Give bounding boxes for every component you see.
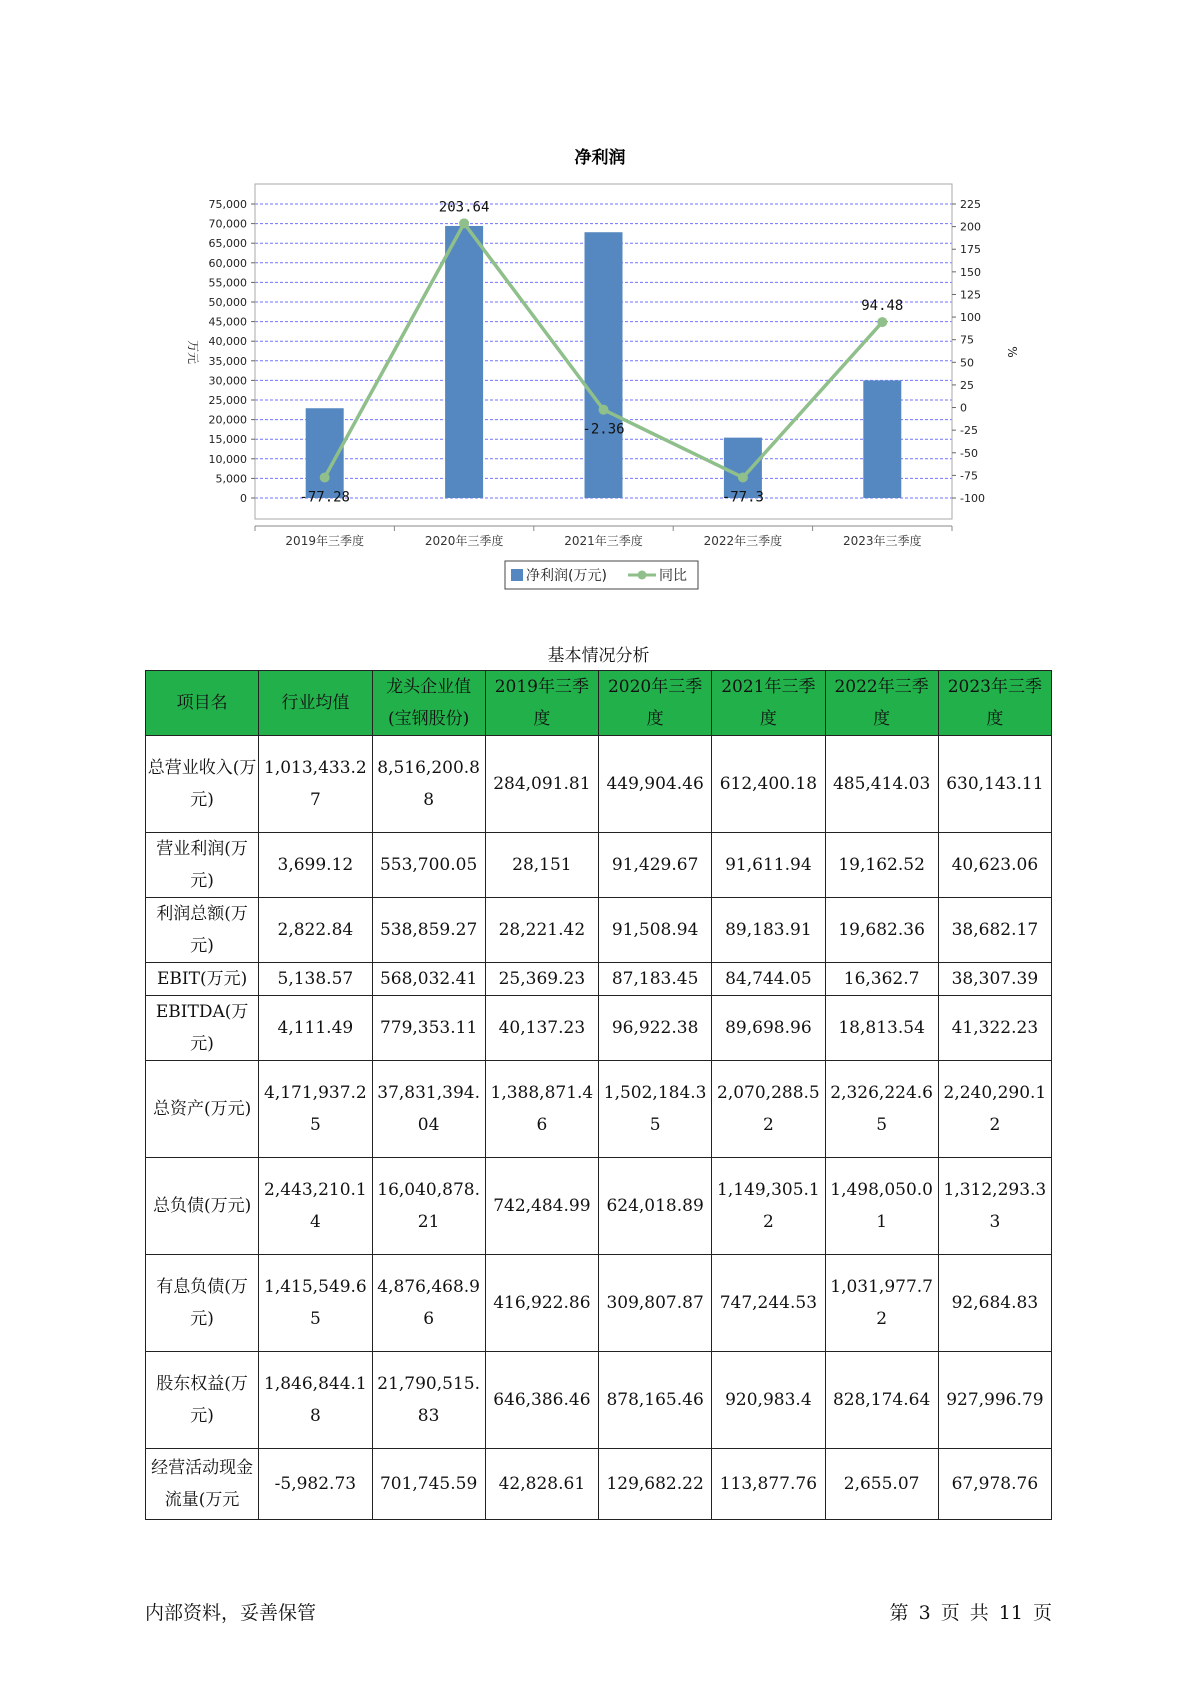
value-cell: 91,508.94 [599,898,712,963]
x-tick-label: 2021年三季度 [564,534,643,548]
y2-tick-label: -75 [960,469,978,483]
value-cell: 742,484.99 [485,1158,598,1255]
net-profit-chart [0,0,1191,640]
value-cell: 1,013,433.27 [259,736,372,833]
footer-page-number: 第 3 页 共 11 页 [889,1602,1052,1624]
column-header: 项目名 [146,671,259,736]
line-point [320,472,330,482]
bar [445,226,483,498]
value-cell: 40,137.23 [485,996,598,1061]
value-cell: 2,240,290.12 [938,1061,1051,1158]
y-tick-label: 25,000 [208,394,247,407]
value-cell: 2,326,224.65 [825,1061,938,1158]
value-cell: 630,143.11 [938,736,1051,833]
value-cell: 84,744.05 [712,963,825,996]
table-header-row [146,671,1052,736]
y-tick-label: 60,000 [208,256,247,270]
value-cell: 89,183.91 [712,898,825,963]
value-cell: 40,623.06 [938,833,1051,898]
row-label-cell: 总营业收入(万元) [146,736,259,833]
y2-tick-label: 125 [960,288,981,302]
row-label-cell: 总负债(万元) [146,1158,259,1255]
table-row [146,736,1052,833]
value-cell: 19,682.36 [825,898,938,963]
row-label-cell: 有息负债(万元) [146,1255,259,1352]
y-tick-label: 5,000 [215,472,247,486]
y-tick-label: 70,000 [208,217,247,231]
value-cell: 25,369.23 [485,963,598,996]
bar [863,380,901,498]
basic-analysis-table [145,670,1052,1520]
value-cell: 747,244.53 [712,1255,825,1352]
value-cell: 129,682.22 [599,1449,712,1520]
column-header: 2023年三季度 [938,671,1051,736]
legend-bar-swatch [511,569,523,581]
value-cell: 67,978.76 [938,1449,1051,1520]
value-cell: 1,502,184.35 [599,1061,712,1158]
value-cell: 92,684.83 [938,1255,1051,1352]
y-tick-label: 10,000 [208,452,247,466]
value-cell: 87,183.45 [599,963,712,996]
y2-tick-label: 75 [960,333,974,347]
value-cell: 568,032.41 [372,963,485,996]
table-row [146,1352,1052,1449]
value-cell: 449,904.46 [599,736,712,833]
y-tick-label: 75,000 [208,198,247,211]
x-tick-label: 2020年三季度 [424,534,504,548]
value-cell: 38,307.39 [938,963,1051,996]
y2-tick-label: -100 [960,492,985,505]
column-header: 2020年三季度 [599,671,712,736]
line-point [738,472,748,482]
y-tick-label: 65,000 [208,237,247,251]
value-cell: 2,822.84 [259,898,372,963]
value-cell: 1,415,549.65 [259,1255,372,1352]
value-cell: 828,174.64 [825,1352,938,1449]
row-label-cell: 利润总额(万元) [146,898,259,963]
value-cell: 18,813.54 [825,996,938,1061]
value-cell: 284,091.81 [485,736,598,833]
table-row [146,1255,1052,1352]
value-cell: 2,070,288.52 [712,1061,825,1158]
value-cell: 1,498,050.01 [825,1158,938,1255]
column-header: 2021年三季度 [712,671,825,736]
value-cell: 701,745.59 [372,1449,485,1520]
value-cell: 4,171,937.25 [259,1061,372,1158]
value-cell: 1,388,871.46 [485,1061,598,1158]
value-cell: 96,922.38 [599,996,712,1061]
legend-item-bar: 净利润(万元) [526,568,607,584]
table-row [146,833,1052,898]
line-data-label: 203.64 [438,199,490,216]
row-label-cell: EBIT(万元) [146,963,259,996]
value-cell: 21,790,515.83 [372,1352,485,1449]
y2-tick-label: 200 [960,220,981,234]
row-label-cell: 总资产(万元) [146,1061,259,1158]
value-cell: 16,362.7 [825,963,938,996]
y2-axis-label: % [1005,346,1019,358]
value-cell: 878,165.46 [599,1352,712,1449]
value-cell: 927,996.79 [938,1352,1051,1449]
row-label-cell: 经营活动现金流量(万元 [146,1449,259,1520]
table-caption: 基本情况分析 [547,646,650,666]
line-data-label: -77.3 [721,489,764,506]
value-cell: -5,982.73 [259,1449,372,1520]
value-cell: 19,162.52 [825,833,938,898]
y-tick-label: 45,000 [208,315,247,329]
value-cell: 1,312,293.33 [938,1158,1051,1255]
value-cell: 91,611.94 [712,833,825,898]
y-tick-label: 20,000 [208,413,247,427]
table-row [146,996,1052,1061]
row-label-cell: 营业利润(万元) [146,833,259,898]
value-cell: 1,149,305.12 [712,1158,825,1255]
value-cell: 4,111.49 [259,996,372,1061]
row-label-cell: 股东权益(万元) [146,1352,259,1449]
y2-tick-label: 50 [960,356,974,370]
value-cell: 91,429.67 [599,833,712,898]
y2-tick-label: 0 [960,401,967,415]
y2-tick-label: 25 [960,378,974,392]
x-tick-label: 2019年三季度 [285,534,364,548]
row-label-cell: EBITDA(万元) [146,996,259,1061]
value-cell: 89,698.96 [712,996,825,1061]
value-cell: 16,040,878.21 [372,1158,485,1255]
value-cell: 28,151 [485,833,598,898]
y-tick-label: 40,000 [208,335,247,349]
value-cell: 1,031,977.72 [825,1255,938,1352]
y2-tick-label: 175 [960,243,981,257]
y2-tick-label: -25 [960,424,978,438]
line-data-label: -2.36 [582,421,625,438]
table-row [146,898,1052,963]
value-cell: 4,876,468.96 [372,1255,485,1352]
value-cell: 3,699.12 [259,833,372,898]
value-cell: 2,655.07 [825,1449,938,1520]
value-cell: 538,859.27 [372,898,485,963]
bar [585,232,623,498]
value-cell: 612,400.18 [712,736,825,833]
table-row [146,963,1052,996]
line-point [459,218,469,228]
value-cell: 41,322.23 [938,996,1051,1061]
value-cell: 485,414.03 [825,736,938,833]
bar-series [306,226,902,498]
y-axis-label: 万元 [186,339,200,365]
line-point [599,405,609,415]
line-data-label: 94.48 [861,298,904,315]
value-cell: 416,922.86 [485,1255,598,1352]
column-header: 龙头企业值(宝钢股份) [372,671,485,736]
value-cell: 5,138.57 [259,963,372,996]
y2-tick-label: 225 [960,198,981,211]
value-cell: 920,983.4 [712,1352,825,1449]
table-row [146,1449,1052,1520]
value-cell: 38,682.17 [938,898,1051,963]
legend-line-marker [638,571,647,580]
value-cell: 779,353.11 [372,996,485,1061]
y-tick-label: 55,000 [208,276,247,290]
value-cell: 553,700.05 [372,833,485,898]
y-tick-label: 35,000 [208,354,247,368]
y-tick-label: 0 [240,492,247,505]
column-header: 2022年三季度 [825,671,938,736]
value-cell: 42,828.61 [485,1449,598,1520]
table-row [146,1158,1052,1255]
y2-tick-label: 100 [960,311,981,325]
y-tick-label: 50,000 [208,296,247,309]
column-header: 2019年三季度 [485,671,598,736]
table-row [146,1061,1052,1158]
y2-tick-label: -50 [960,446,978,460]
value-cell: 8,516,200.88 [372,736,485,833]
footer-confidential-note: 内部资料，妥善保管 [145,1602,317,1624]
value-cell: 309,807.87 [599,1255,712,1352]
line-data-label: -77.28 [299,489,350,506]
value-cell: 113,877.76 [712,1449,825,1520]
y-tick-label: 15,000 [208,433,247,447]
x-tick-label: 2022年三季度 [703,534,783,548]
value-cell: 1,846,844.18 [259,1352,372,1449]
value-cell: 37,831,394.04 [372,1061,485,1158]
value-cell: 28,221.42 [485,898,598,963]
value-cell: 646,386.46 [485,1352,598,1449]
chart-legend [505,561,698,589]
value-cell: 624,018.89 [599,1158,712,1255]
y2-tick-label: 150 [960,265,981,279]
y-tick-label: 30,000 [208,374,247,388]
column-header: 行业均值 [259,671,372,736]
chart-title: 净利润 [574,148,626,168]
x-tick-label: 2023年三季度 [843,534,922,548]
value-cell: 2,443,210.14 [259,1158,372,1255]
legend-item-line: 同比 [659,568,687,584]
line-point [877,317,887,327]
